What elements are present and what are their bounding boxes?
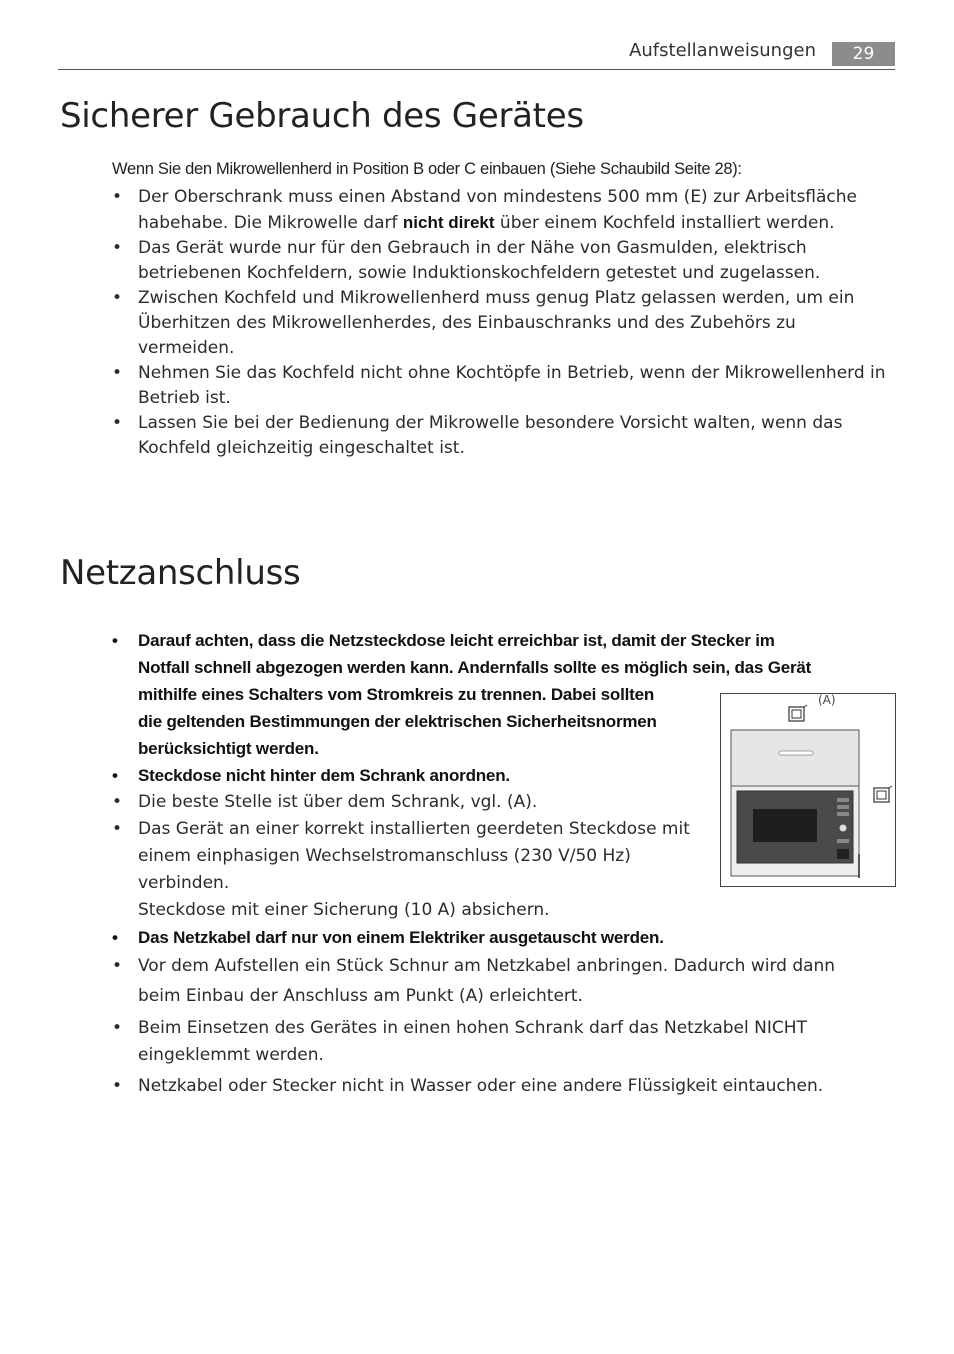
bullet: • — [112, 1018, 123, 1038]
list-item-text: Netzkabel oder Stecker nicht in Wasser oder eine andere Flüssigkeit eintauchen. — [138, 1076, 824, 1096]
bullet: • — [112, 363, 123, 383]
list-item — [112, 411, 892, 461]
list-item-line: verbinden. — [138, 873, 230, 893]
list-item-line: berücksichtigt werden. — [138, 739, 319, 758]
list-item-text: Steckdose nicht hinter dem Schrank anordnen. — [138, 766, 510, 785]
installation-figure — [720, 693, 896, 887]
bullet: • — [112, 956, 123, 976]
section1-bullet-list — [112, 185, 892, 461]
list-item-text: Das Gerät wurde nur für den Gebrauch in der Nähe von Gasmulden, elektrisch betriebenen Kochfeldern, sowie Induktionskochfeldern getestet und zugelassen. — [138, 238, 821, 283]
bullet: • — [112, 238, 123, 258]
header-divider — [58, 69, 895, 70]
socket-icon — [874, 786, 892, 802]
section1-title: Sicherer Gebrauch des Gerätes — [60, 96, 584, 136]
list-item — [112, 185, 892, 236]
list-item — [112, 1015, 892, 1069]
bullet: • — [112, 631, 118, 650]
list-item — [112, 1073, 892, 1100]
bullet: • — [112, 819, 123, 839]
section1-intro: Wenn Sie den Mikrowellenherd in Position B oder C einbauen (Siehe Schaubild Seite 28): — [112, 160, 742, 178]
bullet: • — [112, 1076, 123, 1096]
list-item-text: Lassen Sie bei der Bedienung der Mikrowelle besondere Vorsicht walten, wenn das Kochfeld gleichzeitig eingeschaltet ist. — [138, 413, 843, 458]
bullet: • — [112, 187, 123, 207]
list-item-line: Beim Einsetzen des Gerätes in einen hohen Schrank darf das Netzkabel NICHT — [138, 1018, 807, 1038]
list-item-emphasis: nicht direkt — [402, 213, 495, 232]
bullet: • — [112, 928, 118, 947]
list-item-text: Die beste Stelle ist über dem Schrank, vgl. (A). — [138, 792, 538, 812]
bullet: • — [112, 413, 123, 433]
list-item — [112, 924, 892, 951]
figure-label: (A) — [818, 693, 836, 707]
list-item — [112, 286, 892, 361]
bullet: • — [112, 766, 118, 785]
list-item-line: mithilfe eines Schalters vom Stromkreis zu trennen. Dabei sollten — [138, 685, 655, 704]
bullet: • — [112, 792, 123, 812]
list-item-line: Darauf achten, dass die Netzsteckdose leicht erreichbar ist, damit der Stecker im — [138, 631, 775, 650]
section2-title: Netzanschluss — [60, 553, 301, 593]
list-item-line: beim Einbau der Anschluss am Punkt (A) erleichtert. — [138, 986, 583, 1006]
list-item-line: Das Gerät an einer korrekt installierten geerdeten Steckdose mit — [138, 819, 690, 839]
list-item — [112, 361, 892, 411]
microwave-cabinet-illustration — [721, 694, 895, 886]
bullet: • — [112, 288, 123, 308]
list-item-line: Steckdose mit einer Sicherung (10 A) absichern. — [138, 900, 550, 920]
list-item-line: Vor dem Aufstellen ein Stück Schnur am Netzkabel anbringen. Dadurch wird dann — [138, 956, 836, 976]
list-item-text: Nehmen Sie das Kochfeld nicht ohne Kochtöpfe in Betrieb, wenn der Mikrowellenherd in Betrieb ist. — [138, 363, 886, 408]
list-item-text: Das Netzkabel darf nur von einem Elektriker ausgetauscht werden. — [138, 928, 664, 947]
list-item-line: Notfall schnell abgezogen werden kann. Andernfalls sollte es möglich sein, das Gerät — [138, 658, 812, 677]
list-item — [112, 951, 892, 1011]
list-item-text: über einem Kochfeld installiert werden. — [494, 213, 835, 233]
socket-icon — [789, 705, 807, 721]
list-item-line: einem einphasigen Wechselstromanschluss (230 V/50 Hz) — [138, 846, 631, 866]
list-item-text: Zwischen Kochfeld und Mikrowellenherd muss genug Platz gelassen werden, um ein Überhitzen des Mikrowellenherdes, des Einbauschranks und des Zubehörs zu vermeiden. — [138, 288, 855, 358]
list-item — [112, 236, 892, 286]
list-item-text: Der Oberschrank muss einen Abstand von mindestens 500 mm (E) zur Arbeitsfläche habehabe. Die Mikrowelle darf — [138, 187, 858, 233]
page-number: 29 — [832, 42, 895, 66]
header-section-title: Aufstellanweisungen — [629, 40, 816, 61]
list-item-line: die geltenden Bestimmungen der elektrischen Sicherheitsnormen — [138, 712, 657, 731]
list-item-line: eingeklemmt werden. — [138, 1045, 324, 1065]
